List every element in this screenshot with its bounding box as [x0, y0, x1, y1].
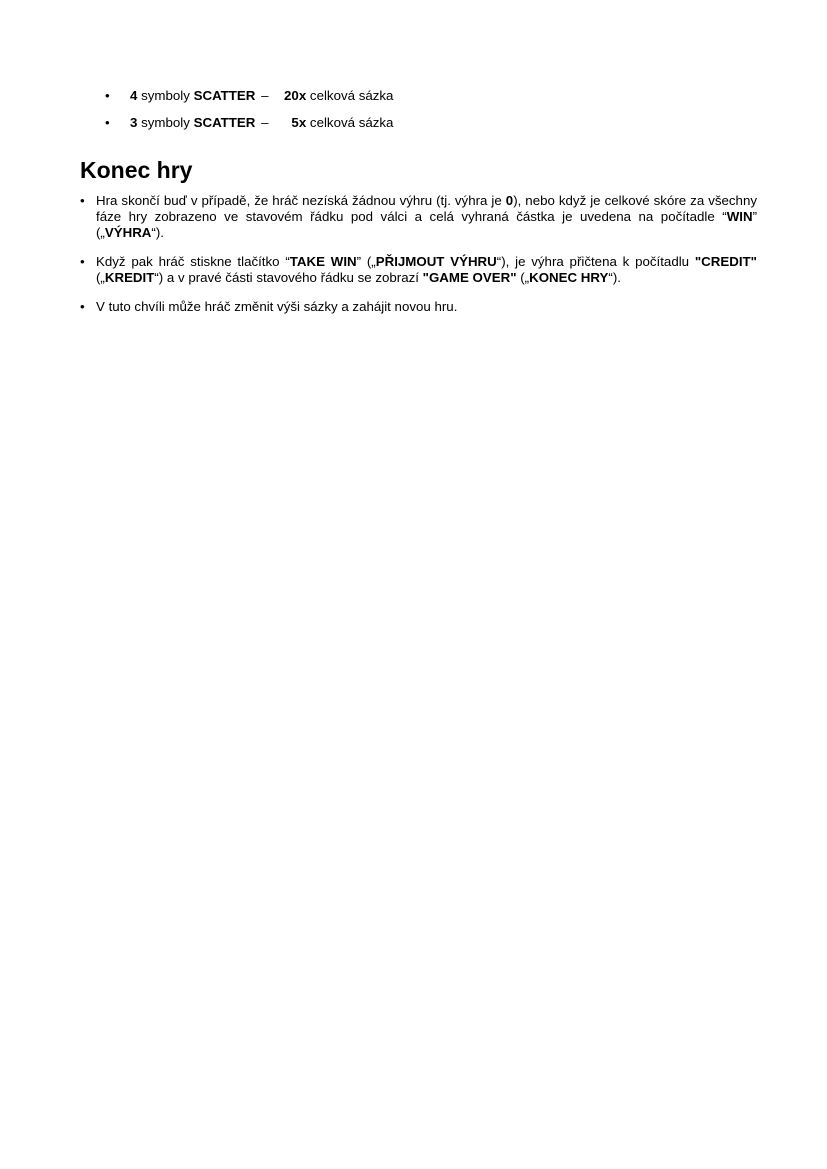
bullet-marker: •	[80, 253, 85, 269]
bullet-marker: •	[80, 298, 85, 314]
bullet-marker: •	[105, 88, 110, 103]
scatter-payout-list	[105, 88, 757, 131]
scatter-suffix: celková sázka	[309, 88, 394, 103]
paragraph-game-end-conditions: Hra skončí buď v případě, že hráč nezíská žádnou výhru (tj. výhra je 0), nebo když je celkové skóre za všechny fáze hry zobrazeno ve stavovém řádku pod válci a celá vyhraná částka je uvedena na počítadle “WIN” („VÝHRA“).	[96, 192, 758, 240]
scatter-word: symboly	[141, 114, 190, 130]
scatter-count: 4	[130, 88, 138, 103]
scatter-4-text	[130, 88, 393, 104]
dash: –	[261, 88, 269, 103]
list-item-new-game	[80, 299, 757, 315]
paragraph-take-win: Když pak hráč stiskne tlačítko “TAKE WIN” („PŘIJMOUT VÝHRU“), je výhra přičtena k počítadlu "CREDIT" („KREDIT“) a v pravé části stavového řádku se zobrazí "GAME OVER" („KONEC HRY“).	[96, 253, 757, 285]
dash: –	[261, 114, 269, 130]
section-heading: Konec hry	[80, 156, 193, 183]
list-item-take-win	[80, 254, 757, 286]
list-item-scatter-3	[105, 115, 757, 131]
scatter-symbol: SCATTER	[193, 114, 256, 130]
scatter-symbol: SCATTER	[193, 88, 256, 103]
scatter-word: symboly	[141, 88, 190, 103]
scatter-suffix: celková sázka	[309, 114, 394, 130]
end-of-game-bullet-list	[80, 193, 757, 315]
bullet-marker: •	[105, 114, 110, 130]
list-item-game-end-conditions	[80, 193, 757, 241]
scatter-multiplier: 20x	[284, 88, 307, 103]
scatter-multiplier: 5x	[291, 114, 307, 130]
list-item-scatter-4	[105, 88, 757, 104]
bullet-marker: •	[80, 192, 85, 208]
scatter-3-text	[130, 115, 393, 131]
scatter-count: 3	[130, 114, 138, 130]
paragraph-new-game: V tuto chvíli může hráč změnit výši sázky a zahájit novou hru.	[96, 298, 458, 314]
